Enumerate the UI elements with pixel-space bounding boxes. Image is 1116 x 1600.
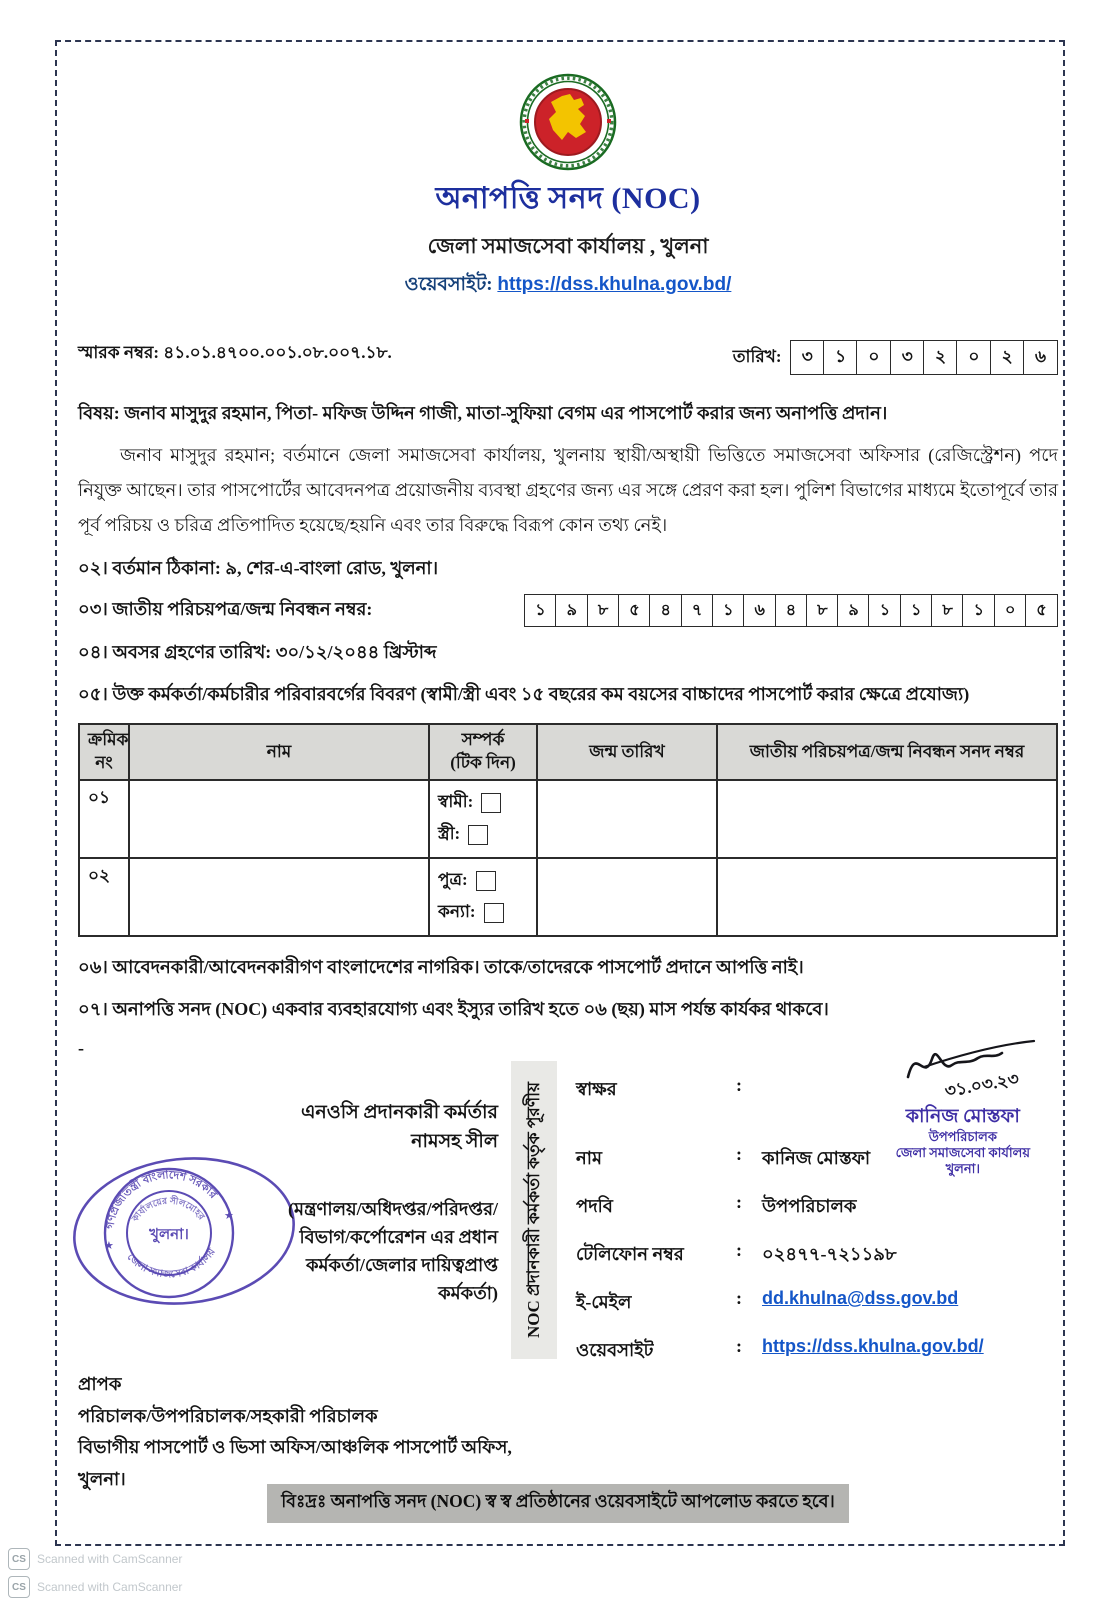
col-nid: জাতীয় পরিচয়পত্র/জন্ম নিবন্ধন সনদ নম্বর [717, 724, 1057, 780]
nid-cell[interactable] [717, 858, 1057, 936]
issuing-office: জেলা সমাজসেবা কার্যালয় , খুলনা [427, 234, 709, 258]
nid-digit-box: ১ [900, 594, 933, 627]
nid-digit-box: ৮ [806, 594, 839, 627]
recipient-line: খুলনা। [78, 1468, 126, 1489]
camscanner-badge-icon: CS [8, 1548, 30, 1570]
recipient-line: পরিচালক/উপপরিচালক/সহকারী পরিচালক [78, 1405, 378, 1426]
nid-digit-box: ৪ [649, 594, 682, 627]
item-03-label: ০৩। জাতীয় পরিচয়পত্র/জন্ম নিবন্ধন নম্বর: [78, 599, 373, 620]
nid-cell[interactable] [717, 780, 1057, 858]
field-email: ই-মেইল : dd.khulna@dss.gov.bd [576, 1288, 959, 1313]
nid-digit-boxes [526, 594, 1058, 627]
recipient-line: প্রাপক [78, 1374, 122, 1395]
date-digit-box: ৬ [1023, 340, 1058, 375]
paren-note-line: কর্মকর্তা) [438, 1282, 498, 1303]
vertical-fill-note: NOC প্রদানকারী কর্মকর্তা কর্তৃক পূরণীয় [524, 1082, 543, 1339]
bangladesh-government-emblem-icon [518, 72, 618, 172]
relation-cell [429, 858, 537, 936]
svg-text:জেলা সমাজসেবা কার্যালয়: জেলা সমাজসেবা কার্যালয় [124, 1246, 218, 1281]
date-digit-boxes [792, 340, 1059, 375]
item-06-citizenship: ০৬। আবেদনকারী/আবেদনকারীগণ বাংলাদেশের নাগরিক। তাকে/তাদেরকে পাসপোর্ট প্রদানে আপত্তি নাই। [78, 957, 804, 978]
item-05-family-details: ০৫। উক্ত কর্মকর্তা/কর্মচারীর পরিবারবর্গের বিবরণ (স্বামী/স্ত্রী এবং ১৫ বছরের কম বয়সের বাচ্চাদের পাসপোর্ট করার ক্ষেত্রে প্রযোজ্য) [78, 684, 970, 705]
office-website-link[interactable]: https://dss.khulna.gov.bd/ [497, 274, 732, 295]
table-row [79, 858, 1057, 936]
noc-officer-seal-note [178, 1099, 498, 1308]
subject-line: বিষয়: জনাব মাসুদুর রহমান, পিতা- মফিজ উদ্দিন গাজী, মাতা-সুফিয়া বেগম এর পাসপোর্ট করার জন্য অনাপত্তি প্রদান। [78, 403, 888, 423]
date-digit-box: ২ [990, 340, 1025, 375]
recipient-block [78, 1369, 1058, 1495]
nid-digit-box: ৮ [931, 594, 964, 627]
relation-label: স্বামী: [438, 792, 474, 812]
item-04-retirement-date: ০৪। অবসর গ্রহণের তারিখ: ৩০/১২/২০৪৪ খ্রিস্টাব্দ [78, 642, 437, 663]
serial-cell: ০১ [79, 780, 129, 858]
nid-digit-box: ৫ [618, 594, 651, 627]
nid-digit-box: ১ [524, 594, 557, 627]
checkbox-husband[interactable] [481, 793, 501, 813]
checkbox-wife[interactable] [468, 825, 488, 845]
field-designation: পদবি : উপপরিচালক [576, 1192, 857, 1217]
camscanner-watermark [8, 1548, 182, 1570]
col-dob: জন্ম তারিখ [537, 724, 717, 780]
checkbox-son[interactable] [476, 871, 496, 891]
office-website-line [78, 270, 1058, 302]
date-digit-box: ০ [956, 340, 991, 375]
relation-label: কন্যা: [438, 902, 476, 922]
svg-text:খুলনা।: খুলনা। [149, 1227, 189, 1244]
officer-name-stamp: কানিজ মোস্তফা উপপরিচালক জেলা সমাজসেবা কার্যালয় খুলনা। [895, 1106, 1030, 1177]
recipient-line: বিভাগীয় পাসপোর্ট ও ভিসা অফিস/আঞ্চলিক পাসপোর্ট অফিস, [78, 1437, 512, 1458]
document-title: অনাপত্তি সনদ (NOC) [435, 182, 701, 215]
col-relation: সম্পর্ক (টিক দিন) [429, 724, 537, 780]
paren-note-line: কর্মকর্তা/জেলার দায়িত্বপ্রাপ্ত [305, 1254, 498, 1275]
paren-note-line: বিভাগ/কর্পোরেশন এর প্রধান [299, 1227, 498, 1248]
svg-text:গণপ্রজাতন্ত্রী বাংলাদেশ সরকার: গণপ্রজাতন্ত্রী বাংলাদেশ সরকার [104, 1169, 220, 1230]
nid-digit-box: ৪ [775, 594, 808, 627]
field-signature: স্বাক্ষর : [576, 1075, 742, 1100]
svg-text:★: ★ [104, 1240, 114, 1253]
camscanner-watermark [8, 1576, 182, 1598]
serial-cell: ০২ [79, 858, 129, 936]
nid-digit-box: ৯ [837, 594, 870, 627]
item-02-address: ০২। বর্তমান ঠিকানা: ৯, শের-এ-বাংলা রোড, খুলনা। [78, 558, 439, 579]
dob-cell[interactable] [537, 858, 717, 936]
item-07-validity: ০৭। অনাপত্তি সনদ (NOC) একবার ব্যবহারযোগ্য এবং ইস্যুর তারিখ হতে ০৬ (ছয়) মাস পর্যন্ত কার্যকর থাকবে। [78, 999, 829, 1020]
date-digit-box: ৩ [890, 340, 925, 375]
date-digit-box: ০ [856, 340, 891, 375]
paren-note-line: (মন্ত্রণালয়/অধিদপ্তর/পরিদপ্তর/ [287, 1199, 498, 1220]
relation-label: স্ত্রী: [438, 824, 461, 844]
nid-digit-box: ১ [962, 594, 995, 627]
signature-section [78, 1061, 1058, 1363]
svg-text:৩১.০৩.২৩: ৩১.০৩.২৩ [943, 1069, 1021, 1102]
memo-row [78, 340, 1058, 375]
footer-note-text: বিঃদ্রঃ অনাপত্তি সনদ (NOC) স্ব স্ব প্রতিষ্ঠানের ওয়েবসাইটে আপলোড করতে হবে। [267, 1484, 849, 1523]
date-block [733, 340, 1058, 375]
nid-digit-box: ৫ [1025, 594, 1058, 627]
svg-text:★: ★ [224, 1210, 234, 1223]
nid-digit-box: ৮ [587, 594, 620, 627]
nid-digit-box: ১ [868, 594, 901, 627]
date-digit-box: ১ [823, 340, 858, 375]
website-link[interactable]: https://dss.khulna.gov.bd/ [762, 1336, 984, 1357]
name-cell[interactable] [129, 858, 429, 936]
date-digit-box: ২ [923, 340, 958, 375]
memo-number: স্মারক নম্বর: ৪১.০১.৪৭০০.০০১.০৮.০০৭.১৮. [78, 343, 392, 362]
seal-note-line: নামসহ সীল [411, 1130, 498, 1152]
body-paragraph: জনাব মাসুদুর রহমান; বর্তমানে জেলা সমাজসেবা কার্যালয়, খুলনায় স্থায়ী/অস্থায়ী ভিত্তিতে সমাজসেবা অফিসার (রেজিস্ট্রেশন) পদে নিযুক্ত আছেন। তার পাসপোর্টের আবেদনপত্র প্রয়োজনীয় ব্যবস্থা গ্রহণের জন্য এর সঙ্গে প্রেরণ করা হল। পুলিশ বিভাগের মাধ্যমে ইতোপূর্বে তার পূর্ব পরিচয় ও চরিত্র প্রতিপাদিত হয়েছে/হয়নি এবং তার বিরুদ্ধে বিরূপ কোন তথ্য নেই। [78, 445, 1058, 536]
nid-digit-box: ০ [994, 594, 1027, 627]
dob-cell[interactable] [537, 780, 717, 858]
email-link[interactable]: dd.khulna@dss.gov.bd [762, 1288, 959, 1309]
nid-digit-box: ৭ [681, 594, 714, 627]
field-name: নাম : কানিজ মোস্তফা [576, 1144, 871, 1169]
name-cell[interactable] [129, 780, 429, 858]
relation-cell [429, 780, 537, 858]
camscanner-text: Scanned with CamScanner [37, 1580, 183, 1594]
nid-digit-box: ৬ [743, 594, 776, 627]
document-header [78, 72, 1058, 302]
col-name: নাম [129, 724, 429, 780]
website-label: ওয়েবসাইট: [404, 274, 493, 295]
family-members-table [78, 723, 1058, 937]
seal-note-line: এনওসি প্রদানকারী কর্মর্তার [300, 1102, 498, 1124]
camscanner-text: Scanned with CamScanner [37, 1552, 183, 1566]
handwritten-signature [894, 1031, 1064, 1109]
footer-note-bar [0, 1484, 1116, 1523]
relation-label: পুত্র: [438, 870, 468, 890]
checkbox-daughter[interactable] [484, 903, 504, 923]
item-03-nid-row [78, 594, 1058, 627]
date-label: তারিখ: [732, 346, 782, 366]
field-telephone: টেলিফোন নম্বর : ০২৪৭৭-৭২১১৯৮ [576, 1240, 897, 1265]
date-digit-box: ৩ [790, 340, 825, 375]
table-header-row [79, 724, 1057, 780]
table-row [79, 780, 1057, 858]
col-serial: ক্রমিক নং [79, 724, 129, 780]
nid-digit-box: ৯ [555, 594, 588, 627]
field-website: ওয়েবসাইট : https://dss.khulna.gov.bd/ [576, 1336, 984, 1361]
svg-text:কার্যালয়ের সীলমোহর: কার্যালয়ের সীলমোহর [129, 1195, 207, 1224]
vertical-fill-note-bar [511, 1061, 557, 1359]
camscanner-badge-icon: CS [8, 1576, 30, 1598]
stray-dash-mark: - [78, 1038, 84, 1059]
nid-digit-box: ১ [712, 594, 745, 627]
